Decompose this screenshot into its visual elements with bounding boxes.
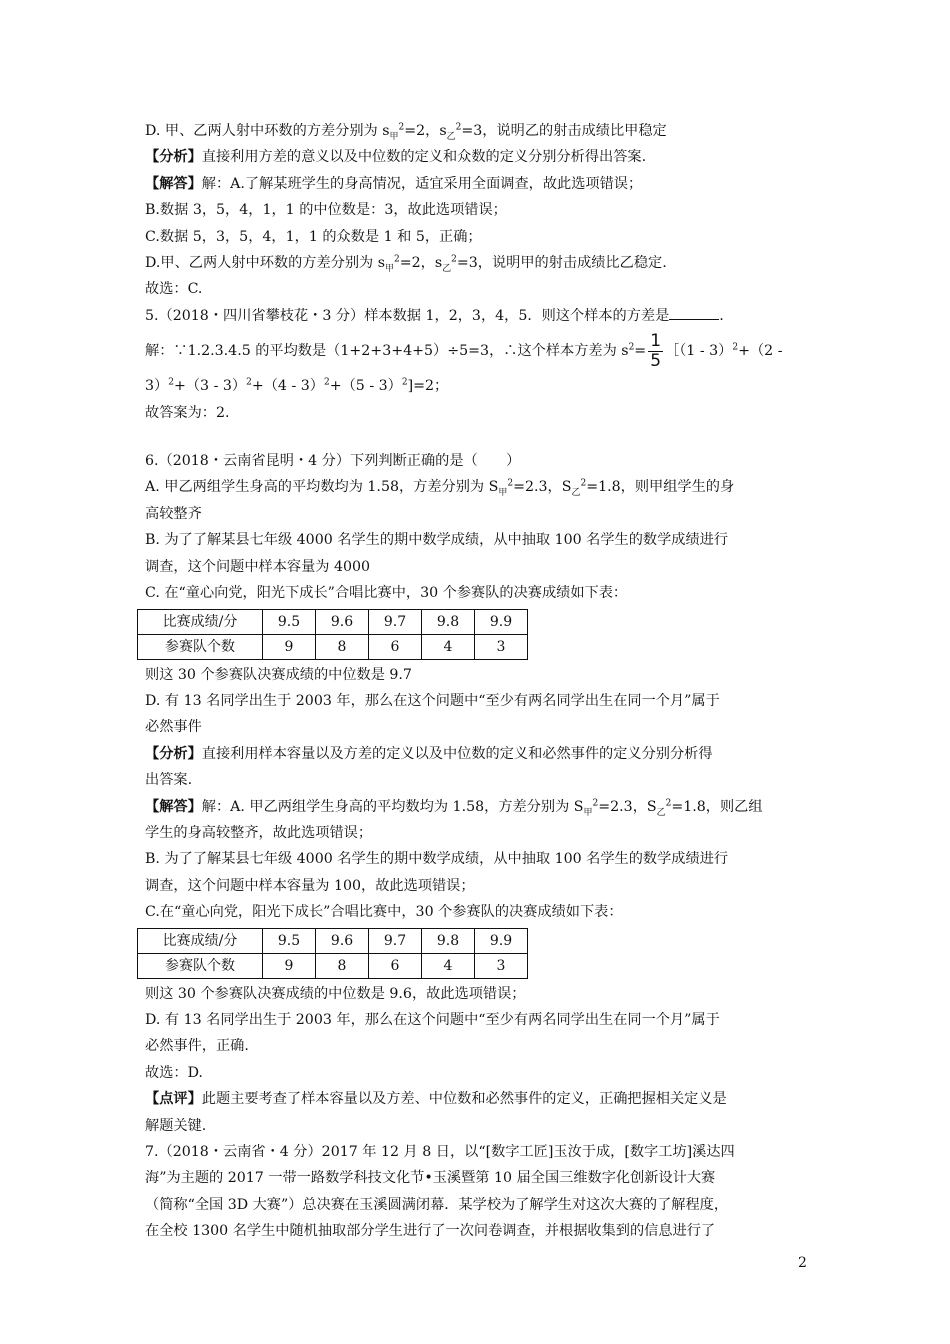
table-cell: 3 xyxy=(475,634,528,659)
table-header-cell: 参赛队个数 xyxy=(138,953,263,978)
text-line: 必然事件 xyxy=(145,719,202,736)
text: D.甲、乙两人射中环数的方差分别为 s xyxy=(145,255,385,272)
subscript: 乙 xyxy=(656,807,666,818)
table-cell: 8 xyxy=(316,953,369,978)
text-line xyxy=(145,250,817,276)
document-page xyxy=(145,118,817,1245)
text: +（5 - 3） xyxy=(329,378,402,395)
text: =1.8，则乙组 xyxy=(671,798,763,815)
text-line: 故选：D. xyxy=(145,1064,203,1081)
tag-label: 【解答】 xyxy=(145,798,202,815)
option-b: B. 为了了解某县七年级 4000 名学生的期中数学成绩，从中抽取 100 名学生的数学成绩进行 xyxy=(145,532,729,549)
text-line: 出答案. xyxy=(145,772,193,789)
tag-label: 【分析】 xyxy=(145,149,202,166)
table-cell: 9.9 xyxy=(475,928,528,953)
subscript: 甲 xyxy=(384,263,394,274)
comment-line xyxy=(145,1086,817,1112)
table-cell: 9.5 xyxy=(263,928,316,953)
subscript: 乙 xyxy=(442,263,452,274)
table-cell: 9.8 xyxy=(422,928,475,953)
fraction xyxy=(648,332,663,371)
table-cell: 4 xyxy=(422,634,475,659)
text: 3） xyxy=(145,378,169,395)
text: 5.（2018・四川省攀枝花・3 分）样本数据 1，2，3，4，5．则这个样本的方差是 xyxy=(145,307,670,324)
text: ]=2； xyxy=(407,378,449,395)
text-line: B.数据 3，5，4，1，1 的中位数是：3，故此选项错误； xyxy=(145,202,507,219)
table-header-cell: 比赛成绩/分 xyxy=(138,609,263,634)
text-line: 解题关键. xyxy=(145,1117,207,1134)
table-cell: 9.7 xyxy=(369,609,422,634)
text: ［（1 - 3） xyxy=(665,343,733,360)
table-cell: 9.6 xyxy=(316,928,369,953)
superscript: 2 xyxy=(580,478,587,489)
text: =2.3，S xyxy=(513,479,572,496)
text: . xyxy=(719,307,724,324)
text: = xyxy=(634,343,647,360)
tag-label: 【解答】 xyxy=(145,175,202,192)
text-line: 高较整齐 xyxy=(145,505,202,522)
text: =1.8，则甲组学生的身 xyxy=(586,479,735,496)
text-line xyxy=(145,118,817,144)
text: =2.3，S xyxy=(598,798,657,815)
text: D. 甲、乙两人射中环数的方差分别为 s xyxy=(145,123,390,139)
table-cell: 3 xyxy=(475,953,528,978)
question-6: 6.（2018・云南省昆明・4 分）下列判断正确的是（ ） xyxy=(145,453,521,470)
score-table-answer xyxy=(137,928,528,979)
table-cell: 4 xyxy=(422,953,475,978)
superscript: 2 xyxy=(665,797,672,808)
table-cell: 6 xyxy=(369,953,422,978)
text-line: 则这 30 个参赛队决赛成绩的中位数是 9.6，故此选项错误； xyxy=(145,985,526,1002)
superscript: 2 xyxy=(323,377,330,388)
text: 此题主要考查了样本容量以及方差、中位数和必然事件的定义，正确把握相关定义是 xyxy=(201,1091,727,1108)
subscript: 甲 xyxy=(498,488,508,499)
superscript: 2 xyxy=(394,254,400,265)
answer-line xyxy=(145,171,817,197)
table-cell: 8 xyxy=(316,634,369,659)
superscript: 2 xyxy=(168,377,174,388)
text-line: 故答案为：2. xyxy=(145,404,230,421)
table-row xyxy=(138,928,528,953)
subscript: 乙 xyxy=(571,488,581,499)
analysis-line xyxy=(145,741,817,767)
text-line: （简称“全国 3D 大赛”）总决赛在玉溪圆满闭幕．某学校为了解学生对这次大赛的了解程度， xyxy=(145,1196,729,1213)
text: 解：A. 甲乙两组学生身高的平均数均为 1.58，方差分别为 S xyxy=(201,798,584,815)
table-cell: 9 xyxy=(263,634,316,659)
option-d: D. 有 13 名同学出生于 2003 年，那么在这个问题中“至少有两名同学出生在同一个月”属于 xyxy=(145,692,720,709)
superscript: 2 xyxy=(732,342,739,353)
superscript: 2 xyxy=(451,254,457,265)
text-line: 学生的身高较整齐，故此选项错误； xyxy=(145,824,373,841)
text: 直接利用方差的意义以及中位数的定义和众数的定义分别分析得出答案. xyxy=(201,149,647,166)
score-table xyxy=(137,609,528,660)
text-line: 海”为主题的 2017 一带一路数学科技文化节•玉溪暨第 10 届全国三维数字化创新设计大赛 xyxy=(145,1170,716,1187)
table-cell: 9.9 xyxy=(475,609,528,634)
subscript: 甲 xyxy=(389,131,399,142)
text: 直接利用样本容量以及方差的定义以及中位数的定义和必然事件的定义分别分析得 xyxy=(201,745,713,762)
text: +（3 - 3） xyxy=(173,378,247,395)
text: +（4 - 3） xyxy=(251,378,324,395)
table-header-cell: 比赛成绩/分 xyxy=(138,928,263,953)
superscript: 2 xyxy=(398,122,405,133)
subscript: 甲 xyxy=(583,807,593,818)
analysis-line xyxy=(145,144,817,170)
table-row xyxy=(138,609,528,634)
text: 解：A.了解某班学生的身高情况，适宜采用全面调查，故此选项错误； xyxy=(201,175,643,192)
table-row xyxy=(138,634,528,659)
table-header-cell: 参赛队个数 xyxy=(138,634,263,659)
question-5 xyxy=(145,303,817,329)
superscript: 2 xyxy=(592,797,599,808)
solution-5-line xyxy=(145,373,817,399)
answer-blank xyxy=(669,305,719,320)
question-7: 7.（2018・云南省・4 分）2017 年 12 月 8 日，以“[数字工匠]玉汝于成，[数字工坊]溪达四 xyxy=(145,1144,735,1160)
tag-label: 【点评】 xyxy=(145,1091,202,1108)
option-a xyxy=(145,474,817,500)
subscript: 乙 xyxy=(446,131,456,142)
text: A. 甲乙两组学生身高的平均数均为 1.58，方差分别为 S xyxy=(145,479,499,496)
text-line: B. 为了了解某县七年级 4000 名学生的期中数学成绩，从中抽取 100 名学生的数学成绩进行 xyxy=(145,851,729,868)
superscript: 2 xyxy=(246,377,252,388)
text-line: 则这 30 个参赛队决赛成绩的中位数是 9.7 xyxy=(145,666,412,683)
text: =2，s xyxy=(404,123,447,139)
page-number: 2 xyxy=(798,1255,807,1271)
table-cell: 6 xyxy=(369,634,422,659)
superscript: 2 xyxy=(455,122,462,133)
table-cell: 9 xyxy=(263,953,316,978)
text: =2，s xyxy=(399,255,443,272)
text: =3，说明甲的射击成绩比乙稳定. xyxy=(456,255,667,272)
text: =3，说明乙的射击成绩比甲稳定 xyxy=(461,123,667,139)
text-line: C.数据 5，3，5，4，1，1 的众数是 1 和 5，正确； xyxy=(145,228,482,245)
superscript: 2 xyxy=(401,377,408,388)
text-line: 必然事件，正确. xyxy=(145,1038,249,1055)
option-c: C. 在“童心向党，阳光下成长”合唱比赛中，30 个参赛队的决赛成绩如下表： xyxy=(145,585,628,602)
text-line: 调查，这个问题中样本容量为 100，故此选项错误； xyxy=(145,877,475,894)
table-cell: 9.8 xyxy=(422,609,475,634)
text-line: 在全校 1300 名学生中随机抽取部分学生进行了一次问卷调查，并根据收集到的信息进行了 xyxy=(145,1223,716,1240)
text: +（2 - xyxy=(738,343,783,360)
tag-label: 【分析】 xyxy=(145,745,202,762)
table-row xyxy=(138,953,528,978)
answer-line xyxy=(145,794,817,820)
text-line: D. 有 13 名同学出生于 2003 年，那么在这个问题中“至少有两名同学出生在同一个月”属于 xyxy=(145,1011,720,1028)
denominator: 5 xyxy=(650,350,662,371)
text-line: 故选：C. xyxy=(145,281,203,298)
text: 解：∵1.2.3.4.5 的平均数是（1+2+3+4+5）÷5=3，∴这个样本方差为 s xyxy=(145,343,629,360)
table-cell: 9.7 xyxy=(369,928,422,953)
superscript: 2 xyxy=(628,342,635,353)
spacer xyxy=(145,426,817,448)
superscript: 2 xyxy=(507,478,514,489)
text-line: C.在“童心向党，阳光下成长”合唱比赛中，30 个参赛队的决赛成绩如下表： xyxy=(145,904,623,921)
text-line: 调查，这个问题中样本容量为 4000 xyxy=(145,558,371,575)
solution-5-line xyxy=(145,329,817,373)
table-cell: 9.5 xyxy=(263,609,316,634)
table-cell: 9.6 xyxy=(316,609,369,634)
numerator: 1 xyxy=(650,330,662,351)
